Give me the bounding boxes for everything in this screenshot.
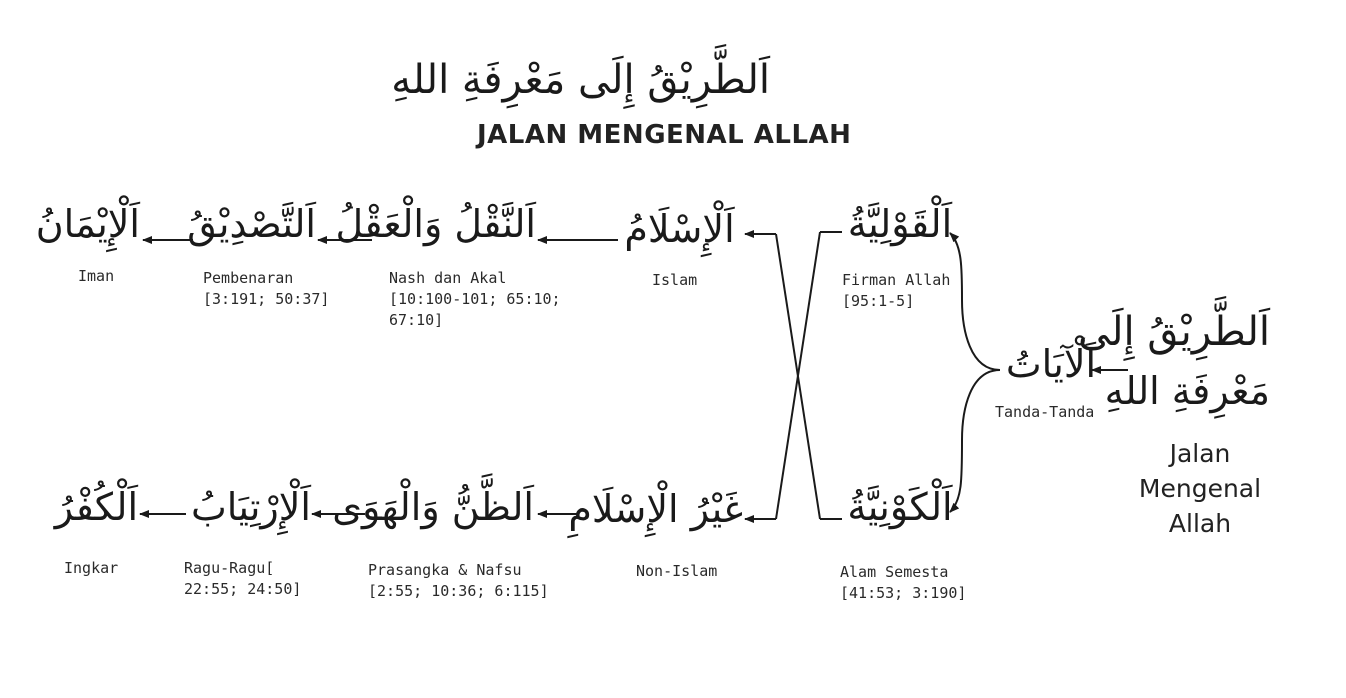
qauliyah-ref: [95:1-5] xyxy=(842,292,915,310)
qauliyah-latin xyxy=(842,270,950,312)
non-islam-latin xyxy=(636,561,717,582)
irtiyab-ref: 22:55; 24:50] xyxy=(184,580,302,598)
naql-aql-arabic: اَلنَّقْلُ وَالْعَقْلُ xyxy=(335,202,536,246)
kauniyah-latin xyxy=(840,562,966,604)
ayat-arabic: اَلْآيَاتُ xyxy=(1005,342,1097,386)
root-latin-line: Mengenal xyxy=(1138,474,1262,503)
kauniyah-label: Alam Semesta xyxy=(840,563,949,581)
non-islam-arabic: غَيْرُ الْإِسْلَامِ xyxy=(568,487,743,531)
root-latin-line: Jalan xyxy=(1169,439,1231,468)
qauliyah-arabic: اَلْقَوْلِيَّةُ xyxy=(847,202,953,246)
kufr-arabic: اَلْكُفْرُ xyxy=(54,485,138,529)
title-latin: JALAN MENGENAL ALLAH xyxy=(477,120,852,150)
ayat-label: Tanda-Tanda xyxy=(995,403,1095,421)
qauliyah-label: Firman Allah xyxy=(842,271,951,289)
zhan-hawa-arabic: اَلظَّنُّ وَالْهَوَى xyxy=(332,485,534,529)
iman-latin xyxy=(78,266,114,287)
ayat-latin xyxy=(995,402,1094,423)
islam-latin xyxy=(652,270,697,291)
root-latin xyxy=(1130,436,1270,541)
iman-label: Iman xyxy=(78,267,115,285)
root-latin-line: Allah xyxy=(1168,509,1232,538)
tashdiq-ref: [3:191; 50:37] xyxy=(203,290,330,308)
zhan-hawa-ref: [2:55; 10:36; 6:115] xyxy=(368,582,549,600)
bracket-ayat-lower xyxy=(950,370,1000,512)
naql-aql-latin xyxy=(389,268,561,331)
zhan-hawa-label: Prasangka & Nafsu xyxy=(368,561,522,579)
title-arabic: اَلطَّرِيْقُ إِلَى مَعْرِفَةِ اللهِ xyxy=(391,57,770,103)
tashdiq-latin xyxy=(203,268,329,310)
root-arabic-line1: اَلطَّرِيْقُ إِلَى xyxy=(1077,309,1270,355)
irtiyab-arabic: اَلْإِرْتِيَابُ xyxy=(191,485,311,529)
naql-aql-label: Nash dan Akal xyxy=(389,269,507,287)
zhan-hawa-latin xyxy=(368,560,549,602)
kauniyah-arabic: اَلْكَوْنِيَّةُ xyxy=(847,485,953,529)
iman-arabic: اَلْإِيْمَانُ xyxy=(35,202,140,246)
root-arabic-line2: مَعْرِفَةِ اللهِ xyxy=(1104,369,1270,413)
islam-label: Islam xyxy=(652,271,698,289)
irtiyab-label: Ragu-Ragu[ xyxy=(184,559,275,577)
islam-arabic: اَلْإِسْلَامُ xyxy=(624,207,735,251)
bracket-ayat xyxy=(950,233,1000,370)
irtiyab-latin xyxy=(184,558,301,600)
kufr-label: Ingkar xyxy=(64,559,119,577)
kauniyah-ref: [41:53; 3:190] xyxy=(840,584,967,602)
naql-aql-ref-line: 67:10] xyxy=(389,311,444,329)
kufr-latin xyxy=(64,558,118,579)
non-islam-label: Non-Islam xyxy=(636,562,718,580)
tashdiq-label: Pembenaran xyxy=(203,269,294,287)
naql-aql-ref-line: [10:100-101; 65:10; xyxy=(389,290,561,308)
tashdiq-arabic: اَلتَّصْدِيْقُ xyxy=(187,202,316,246)
